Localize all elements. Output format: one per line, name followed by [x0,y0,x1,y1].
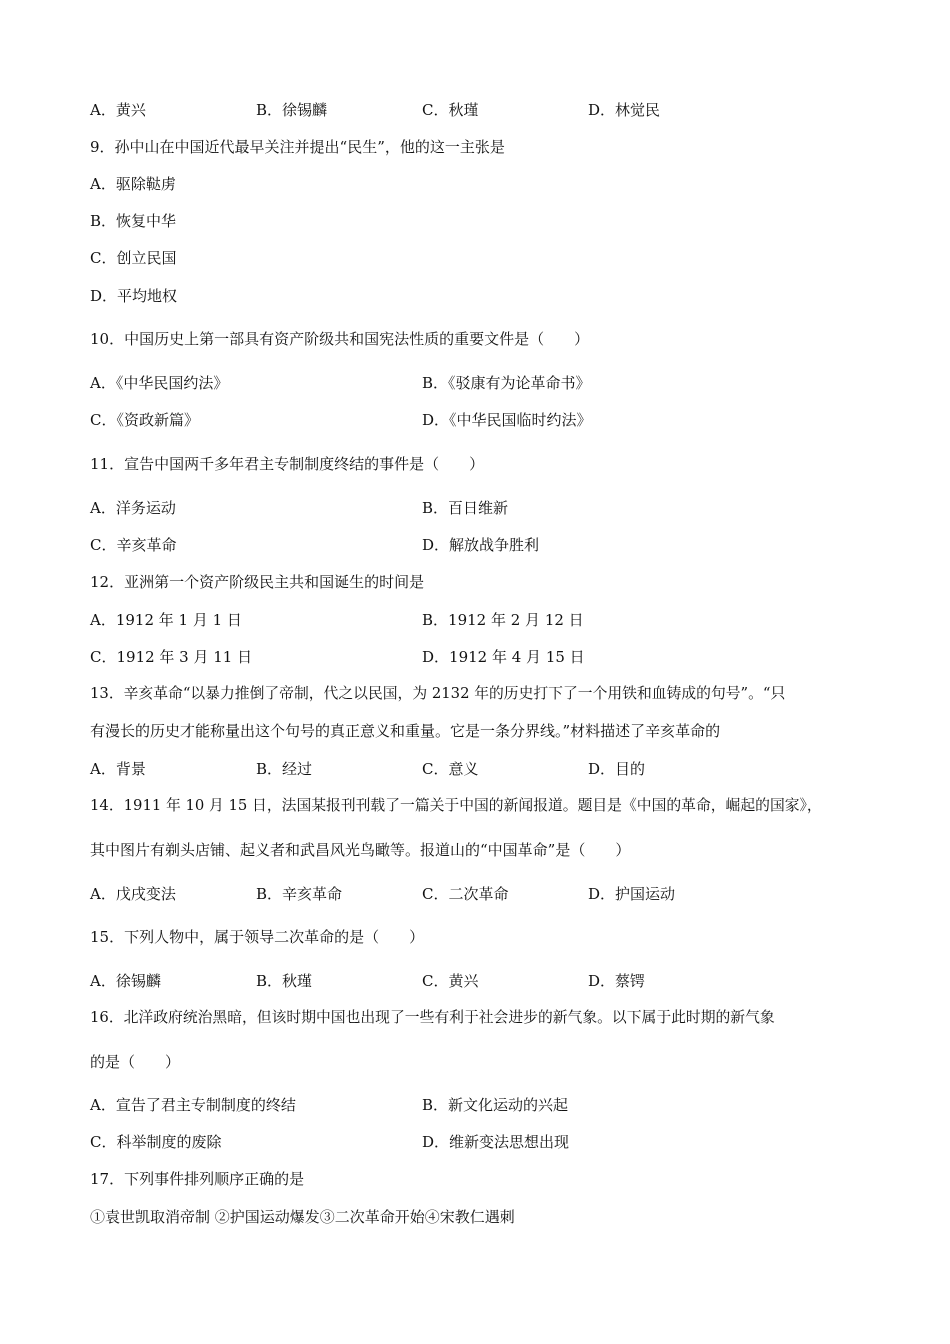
q9-option-c[interactable]: C．创立民国 [90,249,177,267]
q8-option-c[interactable]: C．秋瑾 [422,101,479,119]
q17-items: ①袁世凯取消帝制 ②护国运动爆发③二次革命开始④宋教仁遇刺 [90,1208,515,1226]
q15-option-a[interactable]: A．徐锡麟 [90,972,161,990]
q11-option-a[interactable]: A．洋务运动 [90,499,176,517]
q13-option-a[interactable]: A．背景 [90,760,146,778]
q17-stem: 17．下列事件排列顺序正确的是 [90,1170,305,1188]
q13-option-c[interactable]: C．意义 [422,760,479,778]
q11-option-c[interactable]: C．辛亥革命 [90,536,177,554]
q16-option-a[interactable]: A．宣告了君主专制制度的终结 [90,1096,296,1114]
q14-option-b[interactable]: B．辛亥革命 [256,885,343,903]
q11-stem: 11．宣告中国两千多年君主专制制度终结的事件是（ ） [90,455,485,473]
q10-option-d[interactable]: D．《中华民国临时约法》 [422,411,592,429]
q15-stem: 15．下列人物中，属于领导二次革命的是（ ） [90,928,425,946]
q14-option-a[interactable]: A．戊戌变法 [90,885,176,903]
q12-option-c[interactable]: C．1912 年 3 月 11 日 [90,648,253,666]
q10-option-b[interactable]: B．《驳康有为论革命书》 [422,374,591,392]
q9-option-a[interactable]: A．驱除鞑虏 [90,175,176,193]
q10-stem: 10．中国历史上第一部具有资产阶级共和国宪法性质的重要文件是（ ） [90,330,590,348]
q9-option-b[interactable]: B．恢复中华 [90,212,177,230]
q8-option-b[interactable]: B．徐锡麟 [256,101,328,119]
q16-stem-line-1: 16．北洋政府统治黑暗，但该时期中国也出现了一些有利于社会进步的新气象。以下属于此时期的新气象 [90,1009,775,1026]
q14-stem-line-1: 14．1911 年 10 月 15 日，法国某报刊刊载了一篇关于中国的新闻报道。题目是《中国的革命，崛起的国家》， [90,797,822,814]
q12-option-a[interactable]: A．1912 年 1 月 1 日 [90,611,242,629]
q13-stem-line-1: 13．辛亥革命“以暴力推倒了帝制，代之以民国，为 2132 年的历史打下了一个用铁和血铸成的句号”。“只 [90,685,786,702]
q14-stem-line-2: 其中图片有剃头店铺、起义者和武昌风光鸟瞰等。报道山的“中国革命”是（ ） [90,841,631,859]
q13-stem-line-2: 有漫长的历史才能称量出这个句号的真正意义和重量。它是一条分界线。”材料描述了辛亥革命的 [90,722,721,740]
q12-option-b[interactable]: B．1912 年 2 月 12 日 [422,611,584,629]
q9-stem: 9．孙中山在中国近代最早关注并提出“民生”，他的这一主张是 [90,138,505,156]
q15-option-d[interactable]: D．蔡锷 [588,972,646,990]
q14-option-d[interactable]: D．护国运动 [588,885,676,903]
q16-option-c[interactable]: C．科举制度的废除 [90,1133,222,1151]
q10-option-a[interactable]: A．《中华民国约法》 [90,374,229,392]
q15-option-b[interactable]: B．秋瑾 [256,972,313,990]
q14-option-c[interactable]: C．二次革命 [422,885,509,903]
q16-option-d[interactable]: D．维新变法思想出现 [422,1133,570,1151]
q13-option-b[interactable]: B．经过 [256,760,313,778]
q11-option-b[interactable]: B．百日维新 [422,499,509,517]
q11-option-d[interactable]: D．解放战争胜利 [422,536,540,554]
q16-stem-line-2: 的是（ ） [90,1053,181,1071]
q8-option-a[interactable]: A．黄兴 [90,101,146,119]
q9-option-d[interactable]: D．平均地权 [90,287,178,305]
q8-option-d[interactable]: D．林觉民 [588,101,661,119]
q10-option-c[interactable]: C．《资政新篇》 [90,411,199,429]
q12-option-d[interactable]: D．1912 年 4 月 15 日 [422,648,585,666]
q16-option-b[interactable]: B．新文化运动的兴起 [422,1096,569,1114]
q12-stem: 12．亚洲第一个资产阶级民主共和国诞生的时间是 [90,573,425,591]
q13-option-d[interactable]: D．目的 [588,760,646,778]
q15-option-c[interactable]: C．黄兴 [422,972,479,990]
